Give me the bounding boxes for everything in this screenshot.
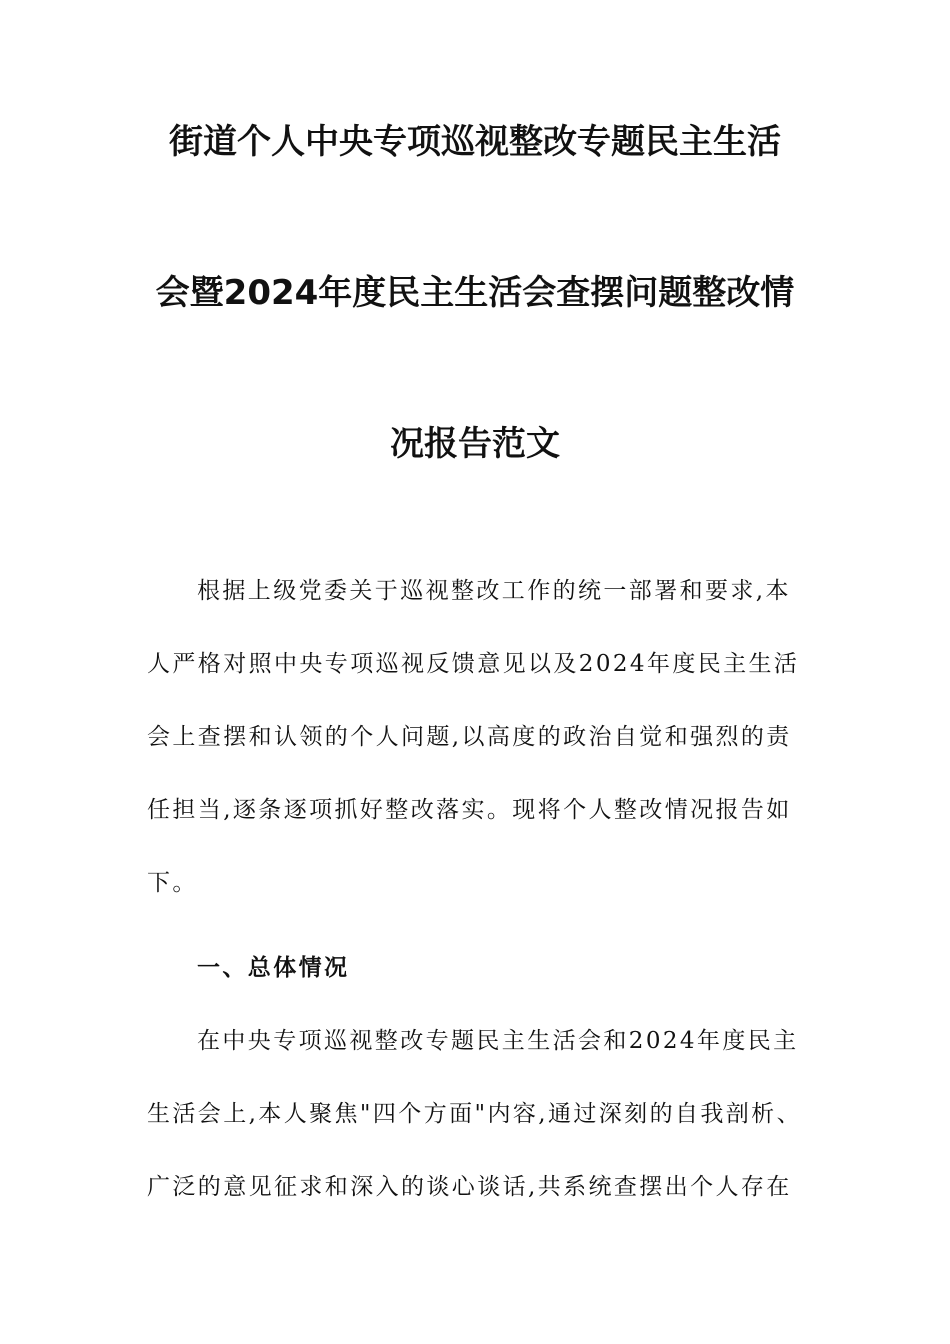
paragraph-line: 在中央专项巡视整改专题民主生活会和2024年度民主: [197, 1028, 799, 1054]
document-title-line-2: 会暨2024年度民主生活会查摆问题整改情: [155, 273, 795, 313]
paragraph-line: 广泛的意见征求和深入的谈心谈话,共系统查摆出个人存在: [147, 1174, 792, 1200]
document-title-line-3: 况报告范文: [390, 424, 560, 464]
paragraph-line: 生活会上,本人聚焦"四个方面"内容,通过深刻的自我剖析、: [147, 1101, 802, 1127]
paragraph-line: 任担当,逐条逐项抓好整改落实。现将个人整改情况报告如: [147, 797, 792, 823]
paragraph-intro: [147, 555, 807, 920]
paragraph-line: 根据上级党委关于巡视整改工作的统一部署和要求,本: [197, 578, 791, 604]
document-title-line-1: 街道个人中央专项巡视整改专题民主生活: [169, 122, 781, 162]
paragraph-line: 下。: [147, 870, 198, 896]
paragraph-line: 会上查摆和认领的个人问题,以高度的政治自觉和强烈的责: [147, 724, 792, 750]
paragraph-overall: [147, 1005, 807, 1224]
paragraph-line: 人严格对照中央专项巡视反馈意见以及2024年度民主生活: [147, 651, 800, 677]
section-heading-overall: 一、总体情况: [197, 955, 350, 981]
